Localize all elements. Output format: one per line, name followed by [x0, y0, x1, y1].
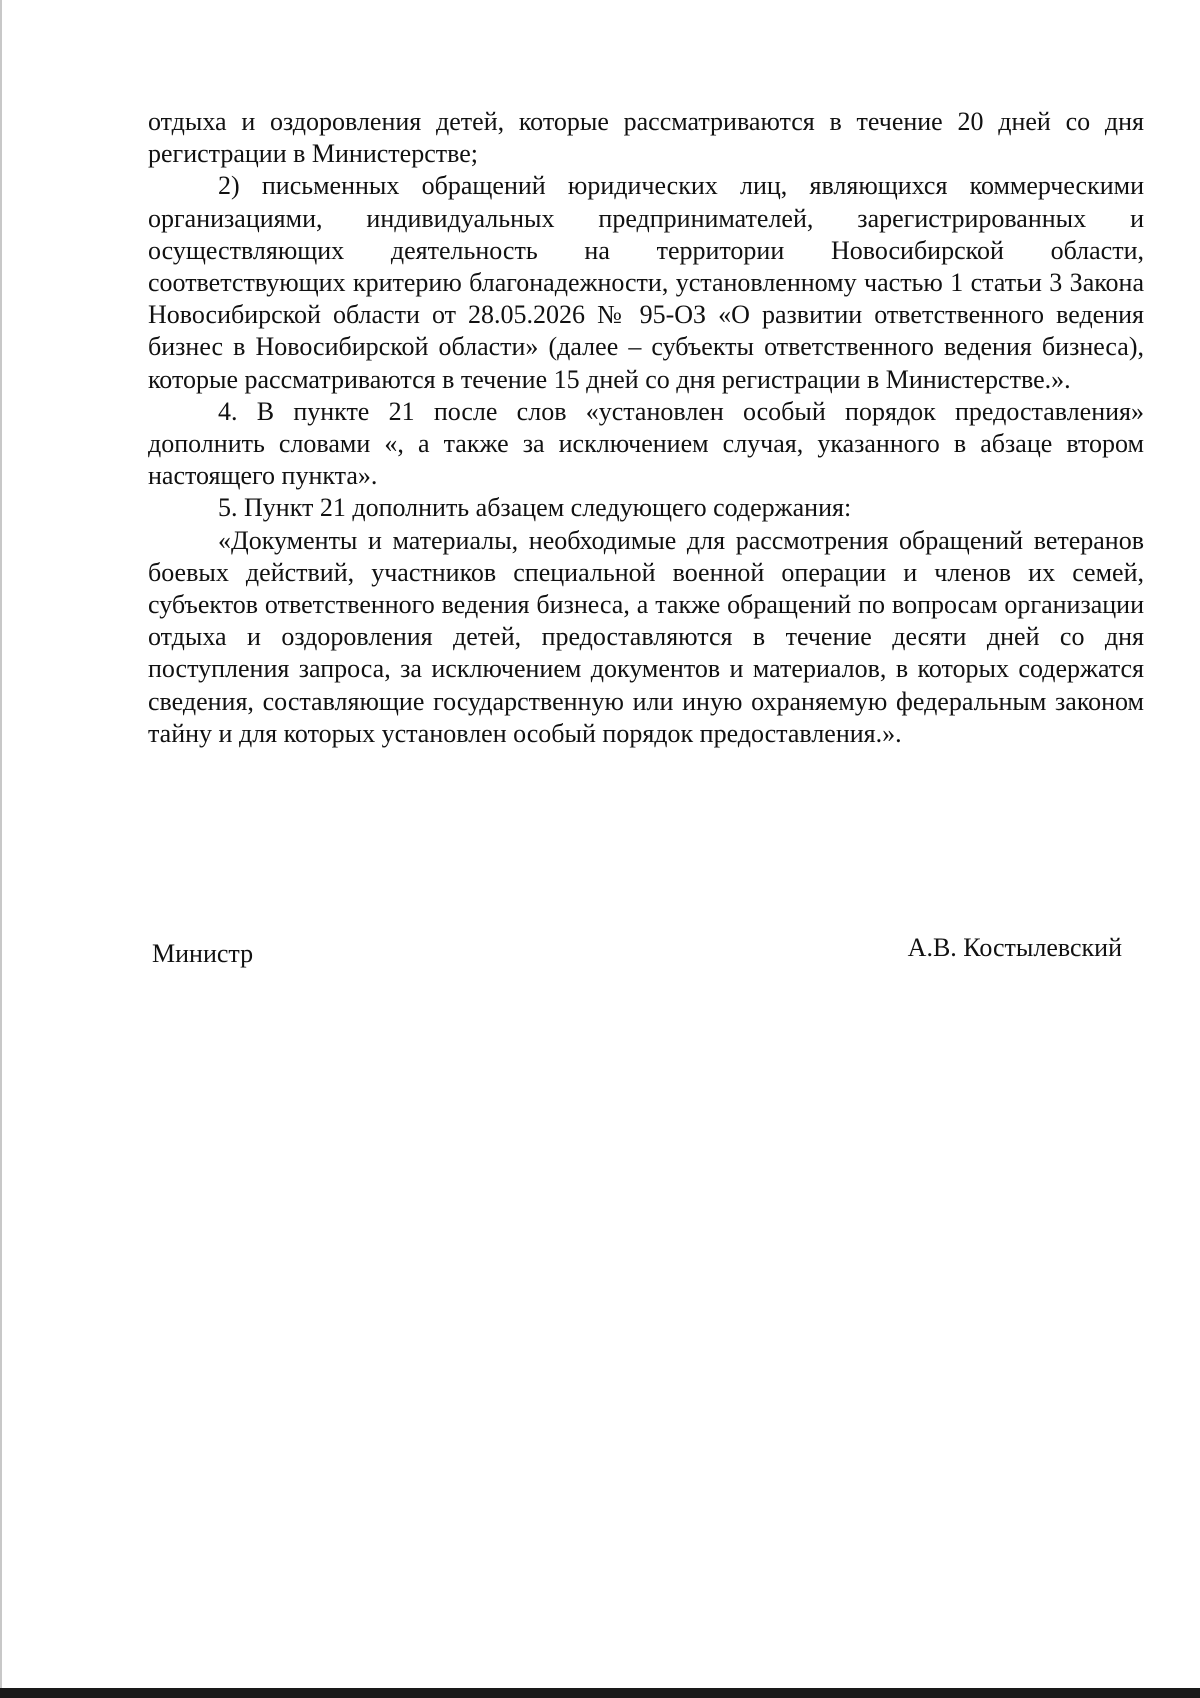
- paragraph-point-4: 4. В пункте 21 после слов «установлен особый порядок предоставления» дополнить словами «, а также за исключением случая, указанного в абзаце втором настоящего пункта».: [148, 396, 1144, 491]
- paragraph-item-2: 2) письменных обращений юридических лиц, являющихся коммерческими организациями, индивидуальных предпринимателей, зарегистрированных и осуществляющих деятельность на территории Новосибирской области, соответствующих критерию благонадежности, установленному частью 1 статьи 3 Закона Новосибирской области от 28.05.2026 № 95-ОЗ «О развитии ответственного ведения бизнес в Новосибирской области» (далее – субъекты ответственного ведения бизнеса), которые рассматриваются в течение 15 дней со дня регистрации в Министерстве.».: [148, 171, 1144, 394]
- signatory-title: Министр: [152, 939, 254, 968]
- paragraph-continuation: отдыха и оздоровления детей, которые рассматриваются в течение 20 дней со дня регистрации в Министерстве;: [148, 107, 1144, 169]
- scan-bottom-edge: [0, 1688, 1200, 1698]
- scan-left-edge: [0, 0, 2, 1698]
- signatory-name: А.В. Костылевский: [907, 933, 1122, 962]
- document-body: [148, 106, 1144, 750]
- paragraph-quoted-amendment: «Документы и материалы, необходимые для рассмотрения обращений ветеранов боевых действий, участников специальной военной операции и членов их семей, субъектов ответственного ведения бизнеса, а также обращений по вопросам организации отдыха и оздоровления детей, предоставляются в течение десяти дней со дня поступления запроса, за исключением документов и материалов, в которых содержатся сведения, составляющие государственную или иную охраняемую федеральным законом тайну и для которых установлен особый порядок предоставления.».: [148, 525, 1144, 748]
- paragraph-point-5: 5. Пункт 21 дополнить абзацем следующего содержания:: [218, 493, 852, 523]
